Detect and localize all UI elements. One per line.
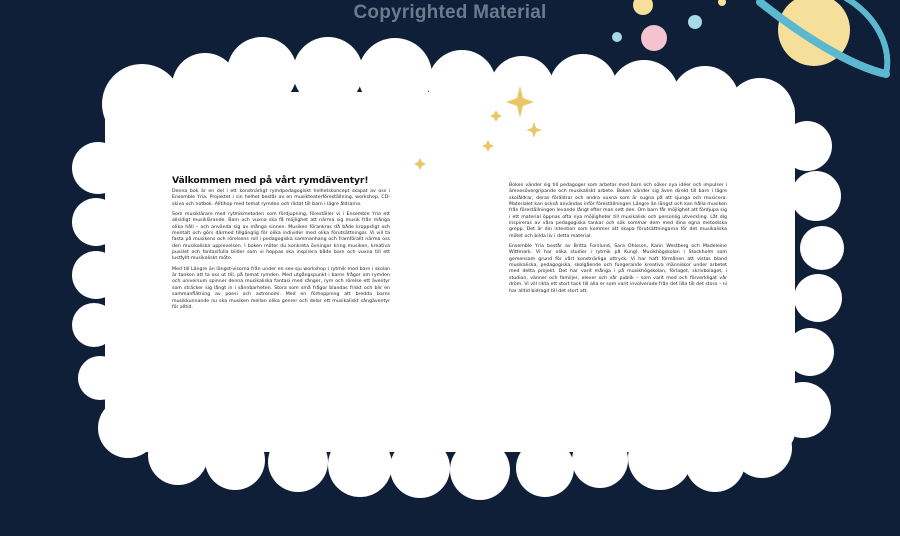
paragraph: Ensemble Yria består av Britta Forslund, Sara Ohlsson, Karin Westberg och Madeleine Wittmark. Vi har olika studier i rytmik på Kungl. Musikhögskolan i Stockholm som gemensam grund för vårt konstnärliga uttryck. Vi har haft förmånen att vistas bland musikaliska, pedagogiska, skolgående och fungerande kreativa människor under arbetet med detta projekt. Det har varit många i på musikhögskolan, förlaget, skrivbolaget, i studion, vänner och familjer, elever och vår publik – som varit med och förverkligat vår dröm. Vi vill rikta ett stort tack till alla er som varit involverade från det lilla till det stora – ni har alltid bidragit till det stort att. [509, 244, 727, 294]
paragraph: Boken vänder sig till pedagoger som arbetar med barn och söker nya idéer och impulser i ämnesövergripande och musikaliskt arbete. Boken vänder sig även direkt till barn i lägre skolåldrar, deras föräldrar och andra vuxna som är sugna på att sjunga och musicera. Materialet kan också användas inför föreställningen Längre än längst och kan hålla musiken från föreställningen levande långt efter man sett den. Om barn får möjlighet att fördjupa sig i ett material öppnas ofta nya möjligheter till musikalisk och personlig utveckling. Låt dig inspireras av våra pedagogiska tankar och sök sommar dem med dina egna metodiska grepp. Det är din intention som kommer att skapa förutsättningarna för det musikaliska mötet och bilda liv i detta material. [509, 183, 727, 239]
paragraph: Med till Längre än längst-visorna från under en sex-sju workshop i rytmik med barn i skolan är tanken att ta oss ut till, på temat rymden. Med utgångspunkt i barns frågor om rymden och universum spinner denna musikaliska fantasi med sånger, rym och rörelse ett äventyr som sträcker sig långt in i sånnbarheten. Stora som små frågor blandas friskt och blir en sammanflätning av poesi och astronomi. Med en förhoppning att bredda barns musikkunnande nu ska musiken mellan olika genrer och delar ett musikaliskt sångäventyr för alltid. [172, 266, 390, 310]
paragraph: Denna bok är en del i ett konstnärligt rymdpedagogiskt helhetskoncept skapat av oss i Ensemble Yria. Projektet i sin helhet består av en musikteaterföreställning, workshop, CD-skiva och notbok. Alltihop med temat rymden och riktat till barn i lägre åldrarna. [172, 189, 390, 207]
right-text-column [509, 183, 727, 299]
left-text-column [172, 175, 390, 315]
copyright-watermark: Copyrighted Material [353, 2, 547, 23]
page-heading: Välkommen med på vårt rymdäventyr! [172, 175, 369, 186]
paragraph: Som musiklärare med rytmikmetoden som fördjupning, föreställer vi i Ensemble Yria ett allsidigt musiklärande. Barn och vuxna ska få möjlighet att närma sig musik från många olika håll – och använda sig av många sinnen. Musiken förankras då både kroppsligt och mentalt och görs därmed tillgänglig för olika individer med olika förutsättningar. Vi vill ta fasta på musikens och rörelsens roll i pedagogiska sammanhang och framförallt närma oss den musikaliska upplevelsen. I boken möter du konkreta övningar kring musiken, kreativa pusslet och fantasifulla bilder som vi hoppas ska inspirera både barn och vuxna till ett lustfyllt musikaliskt möte. [172, 212, 390, 262]
